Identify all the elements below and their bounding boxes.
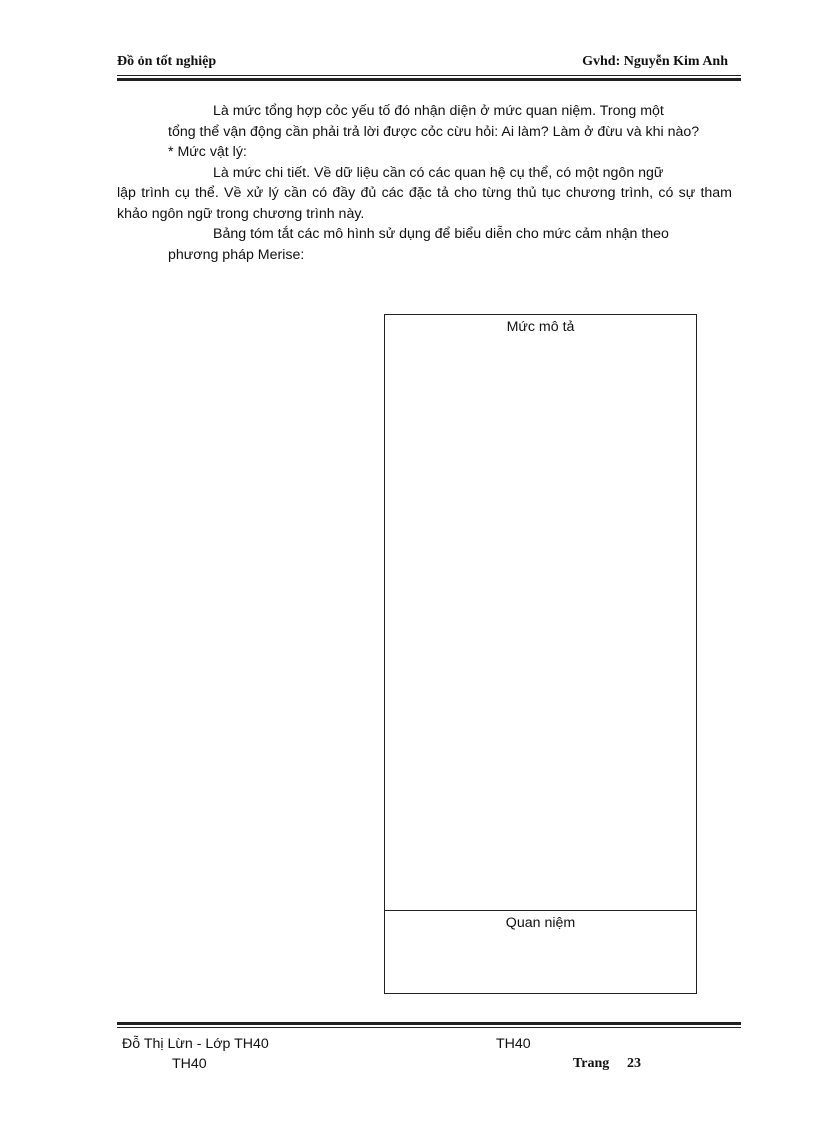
- footer-author: Đỗ Thị Lừn - Lớp TH40: [122, 1036, 269, 1052]
- paragraph-continuation: lập trình cụ thể. Về xử lý cần có đầy đủ các đặc tả cho từng thủ tục chương trình, có sự tham khảo ngôn ngữ trong chương trình này.: [117, 185, 732, 222]
- footer-class-second: TH40: [172, 1056, 207, 1072]
- footer-page-label: Trang: [573, 1056, 610, 1071]
- description-level-table: [384, 314, 697, 994]
- table-row: [385, 315, 696, 911]
- body-text: [117, 101, 732, 265]
- header-advisor: Gvhd: Nguyễn Kim Anh: [582, 54, 728, 69]
- table-row: [385, 911, 696, 932]
- header-rule-thick: [117, 78, 741, 81]
- header-rule-thin: [117, 75, 741, 76]
- footer-class-mid: TH40: [496, 1036, 531, 1052]
- paragraph-line: Là mức tổng hợp cỏc yếu tố đó nhận diện ở mức quan niệm. Trong một: [213, 103, 664, 119]
- paragraph-continuation: phương pháp Merise:: [168, 246, 305, 263]
- footer-page-number: 23: [627, 1056, 641, 1071]
- paragraph-line: Là mức chi tiết. Về dữ liệu cần có các quan hệ cụ thể, có một ngôn ngữ: [213, 164, 664, 181]
- footer-rule-thin: [117, 1027, 741, 1028]
- paragraph-line: Bảng tóm tắt các mô hình sử dụng để biểu diễn cho mức cảm nhận theo: [213, 226, 669, 242]
- table-cell-description-level: Mức mô tả: [506, 319, 575, 335]
- table-cell-conceptual: Quan niệm: [505, 915, 576, 931]
- footer-rule-thick: [117, 1022, 741, 1025]
- paragraph-continuation: tổng thể vận động cần phải trả lời được cỏc cừu hỏi: Ai làm? Làm ở đừu và khi nào?: [168, 123, 700, 140]
- header-title: Đồ ỏn tốt nghiệp: [117, 54, 217, 69]
- section-bullet: * Mức vật lý:: [168, 144, 247, 160]
